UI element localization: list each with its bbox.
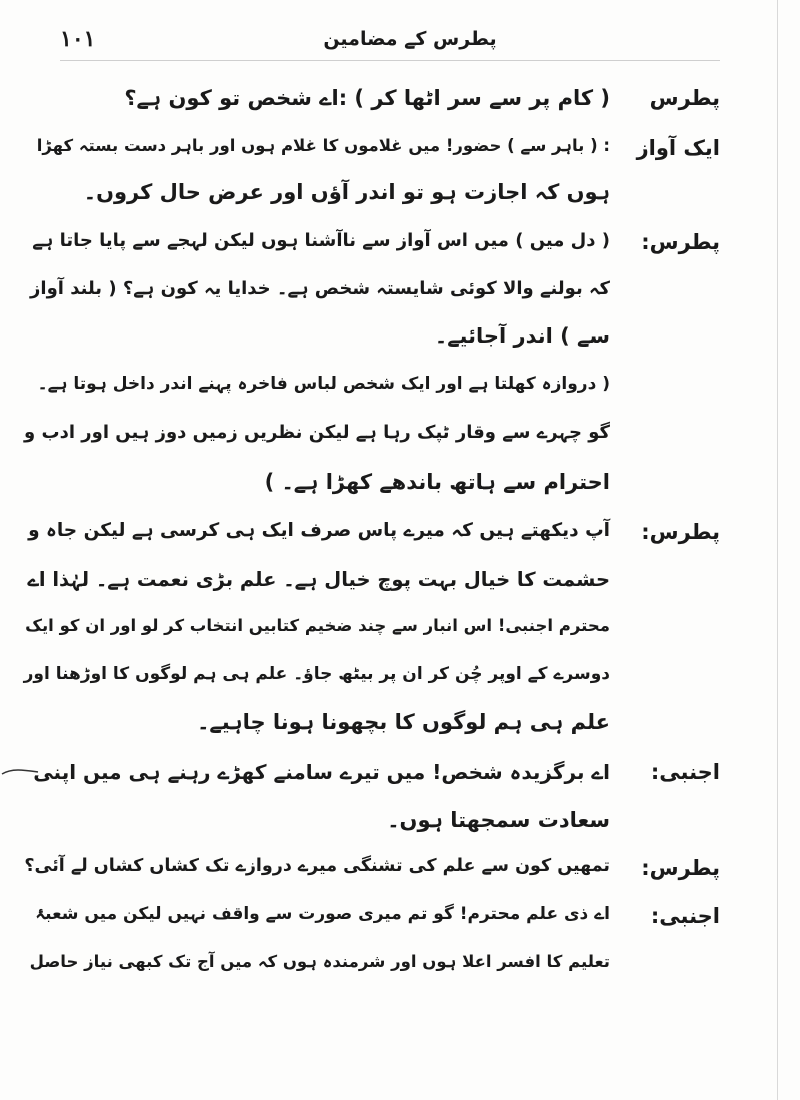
speaker-label: ایک آواز xyxy=(636,136,720,160)
dialogue-line: ہوں کہ اجازت ہو تو اندر آؤں اور عرض حال کروں۔ xyxy=(83,180,610,204)
dialogue-line: ( کام پر سے سر اٹھا کر ) :اے شخص تو کون ہے؟ xyxy=(124,86,610,110)
dialogue-line: ( دل میں ) میں اس آواز سے ناآشنا ہوں لیکن لہجے سے پایا جاتا ہے xyxy=(32,230,610,251)
speaker-label: اجنبی: xyxy=(650,760,720,784)
dialogue-line: تعلیم کا افسر اعلا ہوں اور شرمندہ ہوں کہ میں آج تک کبھی نیاز حاصل xyxy=(29,952,610,971)
page-number: ١٠١ xyxy=(60,26,96,52)
dialogue-line: حشمت کا خیال بہت پوچ خیال ہے۔ علم بڑی نعمت ہے۔ لہٰذا اے xyxy=(27,568,610,591)
speaker-label: اجنبی: xyxy=(650,904,720,928)
running-title: پطرس کے مضامین xyxy=(323,28,497,50)
speaker-label: پطرس: xyxy=(641,856,720,880)
dialogue-line: دوسرے کے اوپر چُن کر ان پر بیٹھ جاؤ۔ علم ہی ہم لوگوں کا اوڑھنا اور xyxy=(23,664,610,684)
dialogue-line: اے برگزیدہ شخص! میں تیرے سامنے کھڑے رہنے ہی میں اپنی xyxy=(33,760,610,784)
dialogue-line: علم ہی ہم لوگوں کا بچھونا ہونا چاہیے۔ xyxy=(197,710,610,734)
speaker-label: پطرس: xyxy=(641,230,720,254)
dialogue-line: آپ دیکھتے ہیں کہ میرے پاس صرف ایک ہی کرسی ہے لیکن جاہ و xyxy=(28,520,610,541)
stage-direction-line: گو چہرے سے وقار ٹپک رہا ہے لیکن نظریں زمیں دوز ہیں اور ادب و xyxy=(24,422,610,443)
dialogue-line: اے ذی علم محترم! گو تم میری صورت سے واقف نہیں لیکن میں شعبۂ xyxy=(35,904,610,924)
speaker-label: پطرس xyxy=(649,86,720,110)
speaker-label: پطرس: xyxy=(641,520,720,544)
dialogue-line: تمھیں کون سے علم کی تشنگی میرے دروازے تک کشاں کشاں لے آئی؟ xyxy=(24,856,610,876)
stage-direction-line: احترام سے ہاتھ باندھے کھڑا ہے۔ ) xyxy=(264,470,610,494)
header-divider xyxy=(60,60,720,61)
page-edge-line xyxy=(777,0,778,1100)
dialogue-line: سے ) اندر آجائیے۔ xyxy=(434,324,610,348)
dialogue-line: سعادت سمجھتا ہوں۔ xyxy=(387,808,610,832)
dialogue-line: : ( باہر سے ) حضور! میں غلاموں کا غلام ہوں اور باہر دست بستہ کھڑا xyxy=(36,136,610,155)
margin-pen-stroke xyxy=(0,762,40,782)
stage-direction-line: ( دروازہ کھلتا ہے اور ایک شخص لباس فاخرہ پہنے اندر داخل ہوتا ہے۔ xyxy=(37,374,610,394)
dialogue-line: محترم اجنبی! اس انبار سے چند ضخیم کتابیں انتخاب کر لو اور ان کو ایک xyxy=(25,616,610,635)
dialogue-line: کہ بولنے والا کوئی شایستہ شخص ہے۔ خدایا یہ کون ہے؟ ( بلند آواز xyxy=(30,278,610,299)
